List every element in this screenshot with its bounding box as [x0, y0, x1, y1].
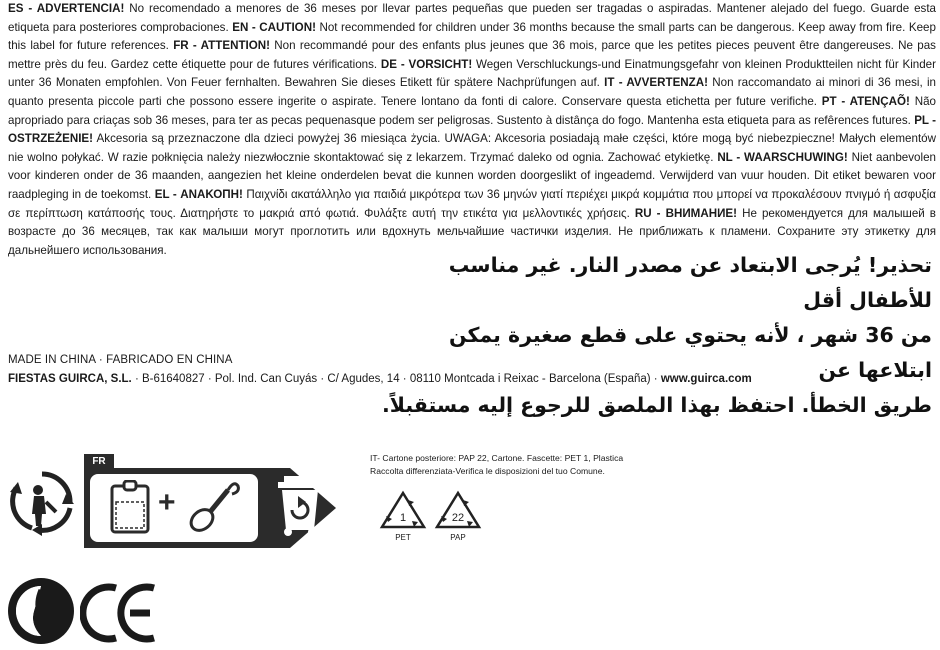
arabic-warning-line-2: من 36 شهر ، لأنه يحتوي على قطع صغيرة يمكن ابتلاعها عن — [449, 323, 932, 382]
warning-language-code: RU - ВНИМАНИЕ! — [634, 206, 738, 220]
ce-mark-text: CE — [80, 580, 82, 581]
pap-resin-label: PAP — [450, 533, 466, 542]
company-details: · B-61640827 · Pol. Ind. Can Cuyás · C/ Agudes, 14 · 08110 Montcada i Reixac - Barcelona (España) · — [131, 373, 661, 385]
made-in-label: MADE IN CHINA · FABRICADO EN CHINA — [8, 354, 233, 366]
italian-recycling-info — [370, 452, 690, 477]
pap-resin-number: 22 — [451, 512, 465, 524]
arabic-warning-line-1: تحذير! يُرجى الابتعاد عن مصدر النار. غير مناسب للأطفال أقل — [448, 253, 932, 312]
warning-text: Παιχνίδι ακατάλληλο για παιδιά μικρότερα των 36 μηνών γιατί περιέχει μικρά κομμάτια που μπορεί να προκαλέσουν πνιγμό ή ασφυξία σε περίπτωση κατάποσής τους. Διατηρήστε το μακριά από φωτιά. Φυλάξτε αυτή την ετικέτα για μελλοντικές χρήσεις. — [8, 187, 936, 220]
triman-country-tab: FR — [84, 454, 114, 470]
italian-recycling-line-2: Raccolta differenziata-Verifica le disposizioni del tuo Comune. — [370, 465, 605, 476]
warning-text: Non raccomandato ai minori di 36 mesi, in quanto presenta piccole parti che possono essere ingerite o aspirate. Tenere lontano da fonti di calore. Conservare questa etichetta per future verifiche. — [8, 76, 936, 108]
warning-text: Akcesoria są przeznaczone dla dzieci powyżej 36 miesiąca życia. UWAGA: Akcesoria posiadają małe części, które mogą być niebezpieczne! Małych elementów nie wolno połykać. W razie połknięcia należy niezwłocznie skontaktować się z lekarzem. Trzymać daleko od ognia. Zachować etykietkę. — [8, 132, 936, 164]
plus-sign: + — [158, 486, 176, 519]
warning-text: Não apropriado para criaças sob 36 meses, para ter as pecas pequenasque podem ser peligrosas. Sustento à distânça do fogo. Mantenha esta etiqueta para as refêrences futures. — [8, 94, 936, 127]
arabic-warning — [372, 248, 932, 423]
pet-recycle-triangle — [378, 490, 428, 542]
ce-mark-icon — [80, 580, 160, 644]
triman-infotri-block — [8, 454, 340, 548]
warning-text: Niet aanbevolen voor kinderen onder de 36 maanden, aangezien het kleine onderdelen bevat die kunnen worden doorgeslikt of ingeademd. Verwijderd van vuur houden. Dit etiket bewaren voor raadpleging in de toekomst. — [8, 150, 936, 201]
pet-recycle-triangle-icon — [378, 490, 428, 530]
warning-text: Wegen Verschluckungs-und Einatmungsgefahr von kleinen Produktteilen nicht für Kinder unter 36 Monaten empfohlen. Von Feuer fernhalten. Bewahren Sie dieses Etikett für spätere Nachprüfungen auf. — [8, 57, 936, 90]
pap-recycle-triangle-icon — [433, 490, 483, 530]
warning-language-code: EL - ΑΝΑΚΟΠΗ! — [154, 187, 243, 201]
arabic-warning-line-3: طريق الخطأ. احتفظ بهذا الملصق للرجوع إليه مستقبلاً. — [381, 393, 932, 417]
pet-resin-label: PET — [395, 533, 411, 542]
warning-language-code: PL - OSTRZEŻENIE! — [8, 113, 936, 146]
company-name: FIESTAS GUIRCA, S.L. — [8, 373, 132, 385]
triman-icon — [8, 468, 76, 540]
cord-hook-icon — [186, 478, 242, 536]
warning-language-code: FR - ATTENTION! — [173, 39, 270, 53]
warning-language-code: IT - AVVERTENZA! — [604, 76, 708, 90]
italian-recycling-line-1: IT- Cartone posteriore: PAP 22, Cartone. Fascette: PET 1, Plastica — [370, 453, 624, 463]
green-dot-icon — [6, 576, 76, 646]
warning-language-code: DE - VORSICHT! — [380, 57, 473, 71]
warning-text: Not recommended for children under 36 months because the small parts can be dangerous. Keep away from fire. Keep this label for future references. — [8, 20, 936, 53]
recycling-bin-icon — [270, 474, 330, 538]
warning-language-code: PT - ATENÇAÕ! — [821, 94, 910, 108]
warning-text: Non recommandé pour des enfants plus jeunes que 36 mois, parce que les petites pieces peuvent être dangereuses. Ne pas mettre près du feu. Gardez cette étiquette pour de futures vérifications. — [8, 39, 936, 71]
warning-language-code: ES - ADVERTENCIA! — [8, 2, 125, 15]
company-website: www.guirca.com — [660, 373, 752, 385]
ce-mark — [80, 580, 160, 644]
warning-language-code: EN - CAUTION! — [232, 20, 316, 34]
pap-recycle-triangle — [433, 490, 483, 542]
pet-resin-number: 1 — [399, 512, 407, 524]
company-info — [8, 373, 752, 385]
warning-language-code: NL - WAARSCHUWING! — [717, 150, 848, 164]
warning-text: No recomendado a menores de 36 meses por llevar partes pequeñas que pueden ser tragadas o aspiradas. Mantener alejado del fuego. Guarde esta etiqueta para posteriores comprobaciones. — [8, 2, 937, 34]
warning-text: Не рекомендуется для малышей в возрасте до 36 месяцев, так как малыши могут проглотить или вдохнуть мельчайшие частички изделия. Не приближать к пламени. Сохраните эту этикетку для дальнейшего использования. — [8, 206, 936, 257]
packaging-card-icon — [108, 480, 152, 536]
multilingual-warning-text — [8, 0, 936, 260]
